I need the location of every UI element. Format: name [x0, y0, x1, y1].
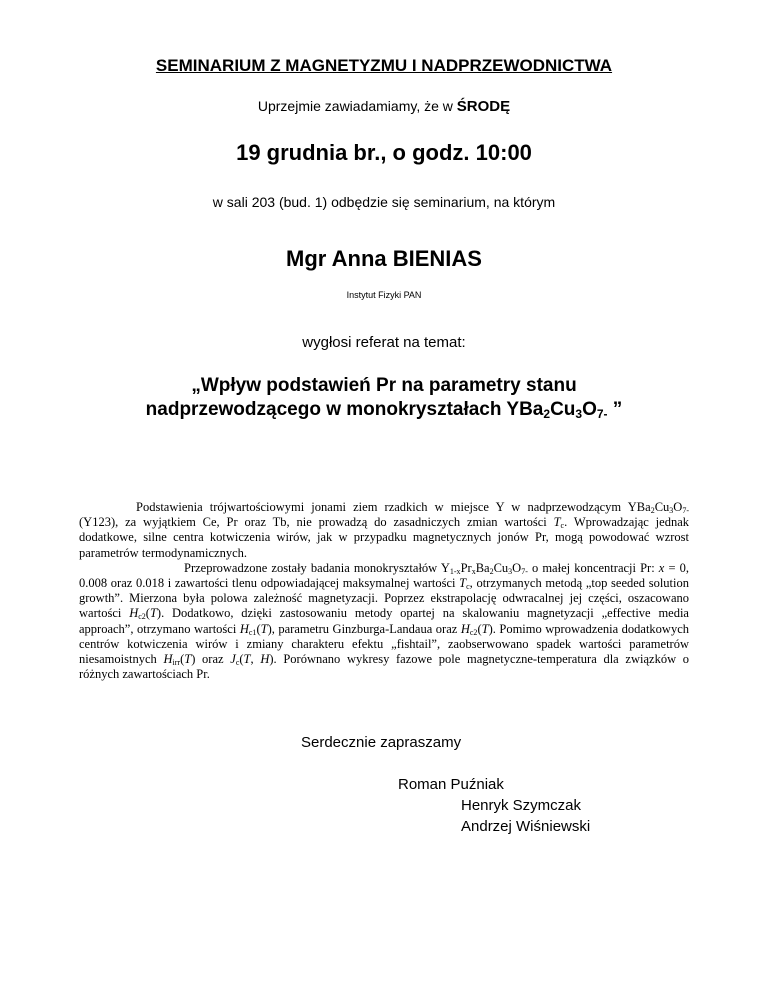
signatory-2: Henryk Szymczak [461, 797, 582, 814]
text: Podstawienia trójwartościowymi jonami ziem rzadkich w miejsce Y w nadprzewodzącym YBa [136, 500, 651, 514]
text: (Y123), za wyjątkiem Ce, Pr oraz Tb, nie prowadzą do zasadniczych zmian wartości [79, 515, 554, 530]
symbol: T [553, 515, 561, 530]
lecture-intro: wygłosi referat na temat: [302, 334, 466, 351]
text: ). Dodatkowo, dzięki zastosowaniu metody opartej na skalowaniu magnetyzacji „effective media approach”, otrzymano wartości [79, 606, 689, 636]
speaker-affiliation: Instytut Fizyki PAN [346, 290, 422, 300]
symbol: H [260, 652, 270, 667]
subscript: 3 [575, 407, 583, 421]
subscript: c [235, 658, 240, 668]
subscript: 3 [669, 506, 674, 515]
notice-text: Uprzejmie zawiadamiamy, że w [257, 98, 457, 114]
text: Ba [475, 560, 490, 575]
symbol: T [184, 652, 192, 667]
text: ( [145, 606, 150, 621]
text: O [673, 500, 683, 514]
subscript: 7- [596, 407, 608, 421]
text: . Wprowadzając jednak dodatkowe, silne centra kotwiczenia wirów, jak w przypadku magnetycznych jonów Pr, mogą powodować wzrost parametrów termodynamicznych. [79, 515, 689, 560]
subscript: 2 [543, 407, 551, 421]
text: ( [477, 621, 482, 636]
subscript: c [466, 582, 470, 592]
text: Przeprowadzone zostały badania monokryształów Y [184, 560, 450, 575]
abstract-paragraph-1 [79, 500, 689, 561]
text: , [250, 652, 261, 667]
symbol: T [149, 606, 157, 621]
subscript: c2 [138, 612, 146, 622]
subscript: 7- [682, 506, 689, 515]
seminar-location: w sali 203 (bud. 1) odbędzie się seminarium, na którym [212, 194, 556, 210]
signatory-3: Andrzej Wiśniewski [461, 818, 591, 835]
talk-title-text: ” [607, 399, 623, 420]
symbol: x [658, 560, 665, 575]
text: ). Porównano wykresy fazowe pole magnetyczne-temperatura dla związków o różnych zawartościach Pr. [79, 652, 690, 682]
talk-title [0, 374, 768, 422]
text: ), parametru Ginzburga-Landaua oraz [267, 621, 461, 636]
symbol: J [230, 652, 236, 667]
speaker-name: Mgr Anna BIENIAS [286, 246, 482, 271]
seminar-date: 19 grudnia br., o godz. 10:00 [236, 140, 532, 165]
text: ). Pomimo wprowadzenia dodatkowych centrów kotwiczenia wirów i zmiany charakteru efektu „fishtail”, zaobserwowano spadek wartości parametrów niesamoistnych [79, 621, 690, 667]
symbol: T [260, 621, 268, 636]
symbol: T [481, 621, 489, 636]
text: ( [180, 652, 185, 667]
subscript: c [560, 521, 565, 531]
subscript: c2 [469, 627, 478, 637]
subscript: 3 [508, 566, 513, 576]
subscript: irr [172, 658, 181, 668]
symbol: T [459, 576, 467, 591]
signatory-1: Roman Puźniak [398, 776, 504, 793]
talk-title-text: O [582, 399, 597, 420]
text: Cu [654, 500, 670, 514]
text: ) oraz [191, 652, 231, 667]
text: , otrzymanych metodą „top seeded solution growth”. Mierzona była polowa zależność magnetyzacji. Poprzez ekstrapolację odwracalnej jej części, oszacowano wartości [79, 576, 689, 621]
text: ( [256, 621, 261, 636]
text: = 0, 0.008 oraz 0.018 i zawartości tlenu odpowiadającej maksymalnej wartości [79, 560, 689, 591]
abstract-paragraph-2 [79, 561, 689, 683]
subscript: 2 [650, 506, 655, 515]
invitation: Serdecznie zapraszamy [301, 734, 462, 751]
subscript: 1-x [449, 566, 461, 576]
talk-title-line-1: „Wpływ podstawień Pr na parametry stanu [191, 375, 577, 396]
symbol: T [243, 652, 251, 667]
symbol: H [239, 621, 249, 636]
symbol: H [163, 652, 173, 667]
text: Pr [460, 560, 472, 575]
talk-title-text: nadprzewodzącego w monokryształach YBa [145, 399, 544, 420]
talk-title-line-2 [0, 398, 768, 422]
symbol: H [129, 606, 139, 621]
symbol: H [460, 621, 470, 636]
text: Cu [493, 560, 509, 575]
text: O [512, 560, 522, 575]
text: o małej koncentracji Pr: [527, 560, 659, 575]
text: ( [239, 652, 244, 667]
subscript: 7- [521, 566, 528, 576]
notice-line [0, 98, 768, 115]
subscript: 2 [489, 566, 494, 576]
talk-title-text: Cu [550, 399, 576, 420]
seminar-title: SEMINARIUM Z MAGNETYZMU I NADPRZEWODNICTWA [155, 56, 613, 75]
subscript: c1 [248, 627, 257, 637]
subscript: x [471, 566, 476, 576]
notice-day: ŚRODĘ [456, 98, 511, 115]
abstract [79, 500, 689, 682]
